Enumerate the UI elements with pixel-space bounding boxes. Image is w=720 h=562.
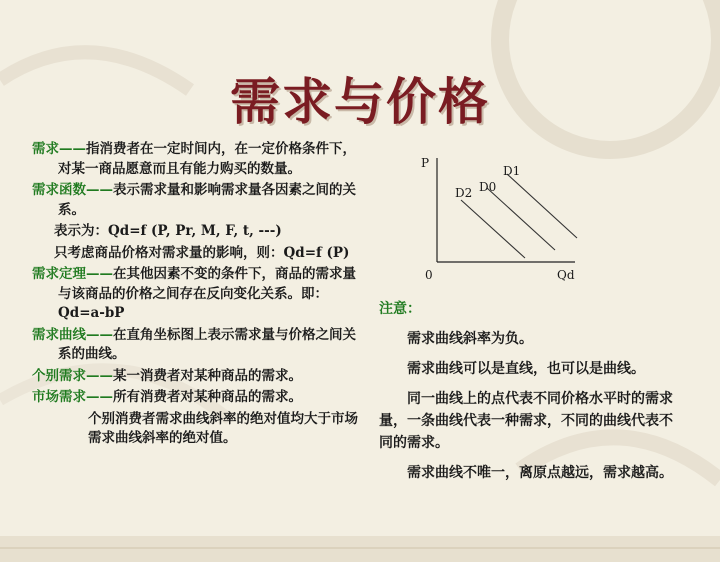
demand-function-definition [32,181,362,220]
demand-curve-text: 在直角坐标图上表示需求量与价格之间关系的曲线。 [58,326,356,362]
curve-d0 [487,188,555,250]
notes-column [379,298,684,492]
demand-law-term: 需求定理 [32,266,86,282]
market-demand-text: 所有消费者对某种商品的需求。 [113,389,302,405]
note-distance: 需求曲线不唯一，离原点越远，需求越高。 [407,465,673,481]
price-only-text: 只考虑商品价格对需求量的影响，则： [54,244,284,261]
demand-curve-term: 需求曲线 [32,326,86,343]
demand-dash: —— [59,141,86,157]
note-shape: 需求曲线可以是直线，也可以是曲线。 [407,361,645,377]
individual-demand-dash: —— [86,367,113,384]
demand-function-text: 表示需求量和影响需求量各因素之间的关系。 [58,182,356,218]
demand-curve-dash: —— [86,326,113,343]
demand-term: 需求 [32,141,59,157]
y-axis-label: P [421,156,430,170]
market-demand-definition [32,388,362,408]
origin-label: 0 [425,268,433,282]
expression-prefix: 表示为： [54,223,108,239]
market-demand-dash: —— [86,389,113,405]
expression-formula: Qd=f (P, Pr, M, F, t, ---) [108,223,282,239]
x-axis-label: Qd [557,268,575,282]
demand-law-definition [32,265,362,324]
price-only-formula: Qd=f (P) [283,244,350,261]
slope-note: 个别消费者需求曲线斜率的绝对值均大于市场需求曲线斜率的绝对值。 [88,410,358,446]
demand-function-term: 需求函数 [32,182,86,198]
notes-heading: 注意： [379,301,421,317]
demand-text: 指消费者在一定时间内，在一定价格条件下，对某一商品愿意而且有能力购买的数量。 [58,141,356,177]
curve-d0-label: D0 [479,180,497,194]
page-title: 需求与价格 [230,72,490,131]
curve-d2-label: D2 [455,186,473,200]
demand-curve-diagram [415,150,585,290]
price-only-line [32,244,362,264]
demand-function-dash: —— [86,182,113,198]
individual-demand-term: 个别需求 [32,367,86,384]
curve-d2 [461,200,525,258]
demand-law-dash: —— [86,266,113,282]
curve-d1 [507,174,577,238]
note-points: 同一曲线上的点代表不同价格水平时的需求量，一条曲线代表一种需求，不同的曲线代表不同的需求。 [379,391,673,451]
note-slope: 需求曲线斜率为负。 [407,331,533,347]
definitions-column [32,140,362,449]
demand-definition [32,140,362,179]
individual-demand-text: 某一消费者对某种商品的需求。 [113,367,302,384]
curve-d1-label: D1 [503,164,521,178]
market-demand-term: 市场需求 [32,389,86,405]
demand-law-text: 在其他因素不变的条件下，商品的需求量与该商品的价格之间存在反向变化关系。即： [58,266,356,302]
demand-law-formula: Qd=a-bP [58,305,125,321]
individual-demand-definition [32,367,362,387]
demand-curve-definition [32,326,362,365]
expression-line [32,222,362,242]
